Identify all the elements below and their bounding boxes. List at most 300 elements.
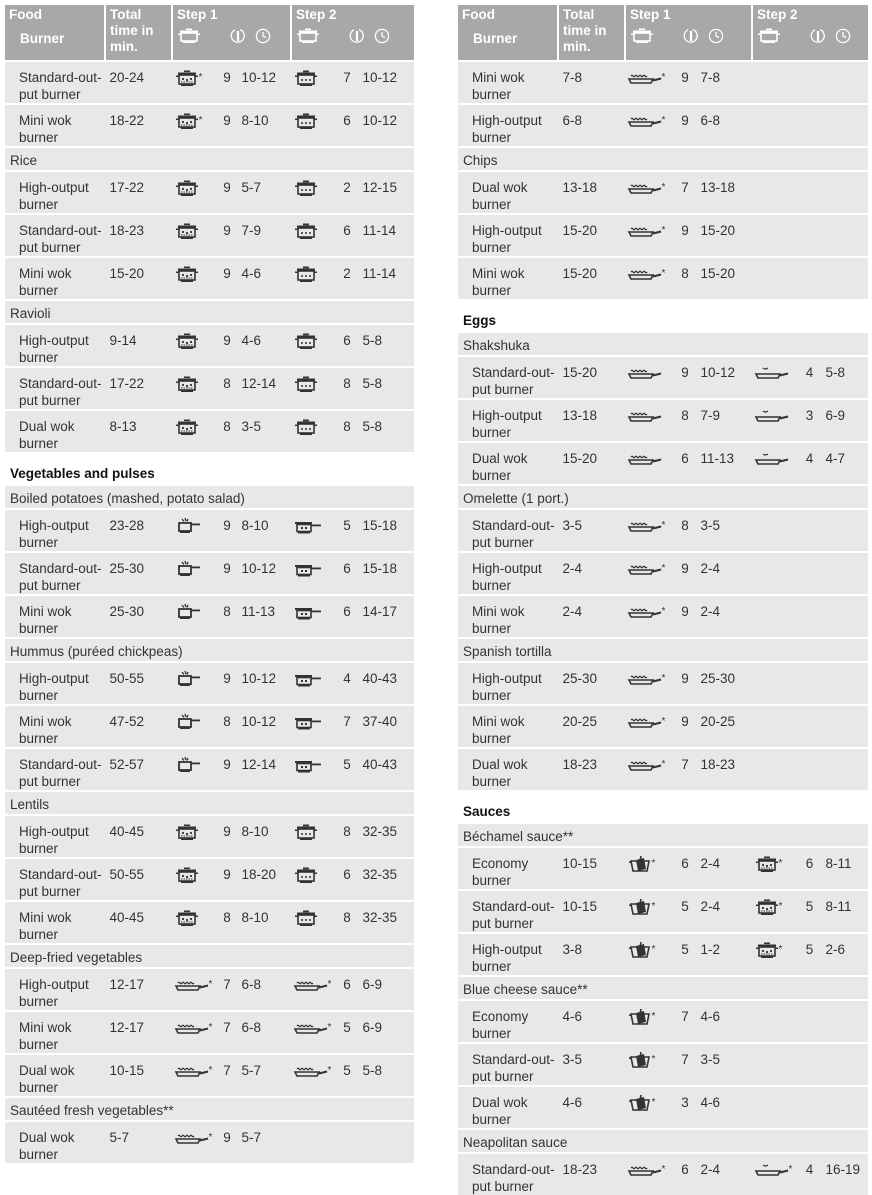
frying-pan-heat-icon bbox=[295, 1020, 327, 1036]
pot-lid-icon bbox=[295, 333, 317, 349]
step1-cookware bbox=[172, 595, 216, 638]
frying-pan-heat-icon bbox=[176, 977, 208, 993]
total-time-cell bbox=[105, 858, 172, 901]
step1-time-cell bbox=[697, 171, 752, 214]
step2-heat-level: 6 bbox=[343, 604, 351, 619]
whisk-pot-icon bbox=[629, 856, 651, 873]
burner-label: Dual wok burner bbox=[472, 451, 528, 483]
step1-time: 18-20 bbox=[241, 867, 277, 882]
frying-pan-heat-icon bbox=[629, 180, 661, 196]
step2-heat-level: 5 bbox=[343, 757, 351, 772]
step2-cookware bbox=[752, 1086, 797, 1129]
step1-level-cell bbox=[216, 214, 238, 257]
step2-time: 5-8 bbox=[362, 333, 383, 348]
table-header bbox=[5, 5, 414, 61]
food-group bbox=[458, 823, 868, 847]
step2-level-cell bbox=[797, 890, 822, 933]
category-label: Sauces bbox=[463, 804, 511, 819]
step2-time-cell bbox=[822, 890, 868, 933]
step1-level-cell bbox=[673, 399, 697, 442]
burner-cell bbox=[5, 61, 105, 104]
step1-time: 7-9 bbox=[241, 223, 262, 238]
header-step1 bbox=[625, 5, 752, 61]
step2-time: 32-35 bbox=[362, 824, 398, 839]
pot-boiling-icon bbox=[176, 70, 198, 86]
burner-cell bbox=[458, 171, 558, 214]
burner-label: Standard-out-put burner bbox=[19, 867, 102, 899]
burner-cell bbox=[458, 748, 558, 791]
step2-time: 4-7 bbox=[825, 451, 846, 466]
step1-cookware bbox=[625, 662, 673, 705]
step1-level-cell bbox=[673, 509, 697, 552]
step1-cookware bbox=[625, 171, 673, 214]
step2-heat-level: 4 bbox=[805, 365, 814, 380]
footnote-star: * bbox=[651, 1054, 656, 1065]
total-time-cell bbox=[105, 705, 172, 748]
burner-label: Mini wok burner bbox=[19, 113, 72, 145]
step1-heat-level: 9 bbox=[223, 824, 231, 839]
step1-level-cell bbox=[216, 901, 238, 944]
step2-level-cell bbox=[797, 61, 822, 104]
food-group-label: Rice bbox=[10, 153, 38, 168]
step1-heat-level: 9 bbox=[681, 70, 689, 85]
footnote-star: * bbox=[661, 115, 666, 126]
total-time: 10-15 bbox=[109, 1063, 145, 1078]
burner-cell bbox=[5, 214, 105, 257]
total-time: 18-22 bbox=[109, 113, 145, 128]
food-group bbox=[458, 1129, 868, 1153]
total-time: 20-25 bbox=[562, 714, 598, 729]
step1-level-cell bbox=[216, 104, 238, 147]
step2-time-cell bbox=[359, 662, 414, 705]
header-step1-icons bbox=[177, 27, 287, 43]
total-time-cell bbox=[558, 662, 625, 705]
step2-time: 32-35 bbox=[362, 867, 398, 882]
step1-time: 4-6 bbox=[700, 1009, 721, 1024]
step1-heat-level: 5 bbox=[681, 899, 689, 914]
burner-cell bbox=[5, 662, 105, 705]
burner-label: Mini wok burner bbox=[472, 266, 525, 298]
food-group-label: Boiled potatoes (mashed, potato salad) bbox=[10, 491, 245, 506]
food-group-label: Chips bbox=[463, 153, 498, 168]
table-row bbox=[5, 61, 414, 104]
step2-time-cell bbox=[822, 214, 868, 257]
total-time: 2-4 bbox=[562, 561, 583, 576]
burner-cell bbox=[5, 705, 105, 748]
table-row bbox=[5, 509, 414, 552]
total-time-cell bbox=[105, 662, 172, 705]
frying-pan-heat-icon bbox=[295, 977, 327, 993]
step1-cookware bbox=[625, 1086, 673, 1129]
category-row bbox=[458, 300, 868, 332]
burner-label: High-output burner bbox=[19, 824, 89, 856]
step2-time: 15-18 bbox=[362, 518, 398, 533]
header-step2-label: Step 2 bbox=[296, 7, 337, 22]
step2-time-cell bbox=[359, 171, 414, 214]
food-group-label: Ravioli bbox=[10, 306, 51, 321]
step2-heat-level: 5 bbox=[805, 942, 814, 957]
total-time: 15-20 bbox=[562, 451, 598, 466]
header-step1-label: Step 1 bbox=[177, 7, 218, 22]
step2-cookware bbox=[291, 595, 335, 638]
food-group-row bbox=[458, 1129, 868, 1153]
table-row bbox=[458, 1086, 868, 1129]
step2-time: 2-6 bbox=[825, 942, 846, 957]
step1-heat-level: 6 bbox=[681, 1162, 689, 1177]
burner-label: Dual wok burner bbox=[472, 757, 528, 789]
step2-time: 8-11 bbox=[825, 899, 852, 914]
total-time: 6-8 bbox=[562, 113, 583, 128]
step2-time-cell bbox=[359, 324, 414, 367]
pot-lid-icon bbox=[295, 910, 317, 926]
footnote-star: * bbox=[661, 673, 666, 684]
step2-level-cell bbox=[335, 214, 359, 257]
step2-time: 12-15 bbox=[362, 180, 398, 195]
burner-cell bbox=[458, 552, 558, 595]
burner-cell bbox=[458, 705, 558, 748]
food-group-row bbox=[458, 332, 868, 356]
step2-cookware bbox=[752, 509, 797, 552]
food-group-row bbox=[5, 485, 414, 509]
step2-time-cell bbox=[822, 705, 868, 748]
whisk-pot-icon bbox=[629, 1009, 651, 1026]
frying-pan-heat-icon bbox=[629, 113, 661, 129]
step2-cookware bbox=[291, 662, 335, 705]
step2-heat-level: 2 bbox=[343, 266, 351, 281]
step1-cookware bbox=[172, 1011, 216, 1054]
total-time-cell bbox=[105, 509, 172, 552]
step2-heat-level: 4 bbox=[343, 671, 351, 686]
total-time-cell bbox=[105, 968, 172, 1011]
step1-cookware bbox=[625, 595, 673, 638]
pot-boiling-icon bbox=[756, 942, 778, 958]
food-group-label: Deep-fried vegetables bbox=[10, 950, 143, 965]
step1-heat-level: 7 bbox=[681, 1009, 689, 1024]
step2-level-cell bbox=[797, 356, 822, 399]
burner-label: Dual wok burner bbox=[19, 1130, 75, 1162]
total-time: 15-20 bbox=[562, 266, 598, 281]
step1-cookware bbox=[172, 901, 216, 944]
step1-cookware bbox=[625, 104, 673, 147]
food-group-label: Neapolitan sauce bbox=[463, 1135, 568, 1150]
step1-time-cell bbox=[697, 552, 752, 595]
food-group-row bbox=[5, 1097, 414, 1121]
step1-time: 20-25 bbox=[700, 714, 736, 729]
burner-cell bbox=[458, 595, 558, 638]
step2-time-cell bbox=[359, 705, 414, 748]
whisk-pot-icon bbox=[629, 1052, 651, 1069]
header-step2-icons bbox=[757, 27, 865, 43]
step2-time-cell bbox=[822, 104, 868, 147]
burner-label: Standard-out-put burner bbox=[19, 223, 102, 255]
step2-cookware bbox=[291, 815, 335, 858]
total-time-cell bbox=[105, 901, 172, 944]
footnote-star: * bbox=[651, 858, 656, 869]
food-group-row bbox=[5, 147, 414, 171]
header-step2-label: Step 2 bbox=[757, 7, 798, 22]
step1-time: 5-7 bbox=[241, 1130, 262, 1145]
step1-time: 11-13 bbox=[700, 451, 735, 466]
whisk-pot-icon bbox=[629, 942, 651, 959]
step2-time-cell bbox=[359, 595, 414, 638]
step1-time-cell bbox=[238, 595, 291, 638]
step1-level-cell bbox=[673, 748, 697, 791]
step2-heat-level: 5 bbox=[805, 899, 814, 914]
pot-boiling-icon bbox=[176, 910, 198, 926]
step2-level-cell bbox=[335, 509, 359, 552]
header-food-burner bbox=[458, 5, 558, 61]
total-time: 17-22 bbox=[109, 180, 145, 195]
pot-boiling-icon bbox=[756, 856, 778, 872]
step2-cookware bbox=[752, 214, 797, 257]
step1-level-cell bbox=[216, 968, 238, 1011]
step1-time: 12-14 bbox=[241, 757, 277, 772]
step2-level-cell bbox=[335, 858, 359, 901]
step1-heat-level: 9 bbox=[681, 113, 689, 128]
food-group bbox=[5, 1097, 414, 1121]
step2-time-cell bbox=[822, 662, 868, 705]
step1-time-cell bbox=[697, 1153, 752, 1195]
step2-time-cell bbox=[822, 257, 868, 300]
burner-cell bbox=[458, 1153, 558, 1195]
step2-time-cell bbox=[359, 858, 414, 901]
step2-level-cell bbox=[797, 1000, 822, 1043]
step2-time-cell bbox=[359, 257, 414, 300]
table-row bbox=[5, 171, 414, 214]
step1-cookware bbox=[625, 890, 673, 933]
step1-heat-level: 6 bbox=[681, 451, 689, 466]
step2-cookware bbox=[291, 104, 335, 147]
total-time-cell bbox=[105, 1121, 172, 1163]
burner-cell bbox=[458, 847, 558, 890]
footnote-star: * bbox=[651, 901, 656, 912]
footnote-star: * bbox=[661, 716, 666, 727]
burner-label: Standard-out-put burner bbox=[472, 1162, 555, 1194]
step2-cookware bbox=[752, 890, 797, 933]
total-time: 15-20 bbox=[562, 223, 598, 238]
table-row bbox=[458, 356, 868, 399]
frying-pan-heat-icon bbox=[176, 1063, 208, 1079]
step1-level-cell bbox=[673, 214, 697, 257]
step2-cookware bbox=[752, 933, 797, 976]
step2-time-cell bbox=[359, 1011, 414, 1054]
step1-time-cell bbox=[238, 410, 291, 453]
burner-label: Standard-out-put burner bbox=[472, 1052, 555, 1084]
food-group-label: Sautéed fresh vegetables** bbox=[10, 1103, 174, 1118]
table-row bbox=[458, 1043, 868, 1086]
burner-cell bbox=[458, 1043, 558, 1086]
step1-level-cell bbox=[216, 748, 238, 791]
pot-boiling-icon bbox=[176, 867, 198, 883]
total-time-cell bbox=[558, 552, 625, 595]
burner-cell bbox=[5, 968, 105, 1011]
burner-cell bbox=[5, 509, 105, 552]
step2-time-cell bbox=[822, 933, 868, 976]
total-time: 3-5 bbox=[562, 1052, 583, 1067]
frying-pan-heat-icon bbox=[176, 1020, 208, 1036]
pot-lid-icon bbox=[295, 223, 317, 239]
step2-time-cell bbox=[359, 104, 414, 147]
step2-heat-level: 6 bbox=[343, 333, 351, 348]
step2-level-cell bbox=[797, 399, 822, 442]
table-row bbox=[458, 662, 868, 705]
pot-boiling-icon bbox=[176, 824, 198, 840]
table-row bbox=[5, 748, 414, 791]
pot-boiling-icon bbox=[176, 376, 198, 392]
burner-label: Economy burner bbox=[472, 856, 529, 888]
total-time: 12-17 bbox=[109, 977, 145, 992]
step1-time: 10-12 bbox=[700, 365, 736, 380]
step1-level-cell bbox=[673, 890, 697, 933]
step2-level-cell bbox=[797, 171, 822, 214]
total-time-cell bbox=[105, 367, 172, 410]
saucepan-lid-icon bbox=[295, 757, 321, 773]
total-time-cell bbox=[558, 104, 625, 147]
step2-level-cell bbox=[797, 595, 822, 638]
saucepan-lid-icon bbox=[295, 604, 321, 620]
step2-level-cell bbox=[335, 367, 359, 410]
saucepan-steam-icon bbox=[176, 671, 200, 687]
step1-time-cell bbox=[238, 968, 291, 1011]
step2-heat-level: 7 bbox=[343, 714, 351, 729]
step2-cookware bbox=[291, 968, 335, 1011]
step1-cookware bbox=[172, 1054, 216, 1097]
cooking-table-right bbox=[458, 5, 868, 1195]
food-group-label: Hummus (puréed chickpeas) bbox=[10, 644, 183, 659]
step1-time-cell bbox=[238, 61, 291, 104]
table-row bbox=[5, 552, 414, 595]
table-row bbox=[458, 933, 868, 976]
step2-time: 5-8 bbox=[362, 376, 383, 391]
burner-label: High-output burner bbox=[19, 518, 89, 550]
step1-heat-level: 9 bbox=[681, 714, 689, 729]
pot-boiling-icon bbox=[176, 333, 198, 349]
step2-time-cell bbox=[822, 61, 868, 104]
footnote-star: * bbox=[327, 979, 332, 990]
food-group-row bbox=[458, 638, 868, 662]
step2-time: 8-11 bbox=[825, 856, 852, 871]
step1-time: 8-10 bbox=[241, 113, 269, 128]
step1-cookware bbox=[625, 509, 673, 552]
total-time: 13-18 bbox=[562, 408, 598, 423]
step1-level-cell bbox=[673, 171, 697, 214]
step1-time-cell bbox=[697, 1000, 752, 1043]
header-total-time: Total time in min. bbox=[558, 5, 625, 61]
footnote-star: * bbox=[788, 1164, 793, 1175]
step2-level-cell bbox=[797, 214, 822, 257]
step2-level-cell bbox=[335, 1054, 359, 1097]
step1-heat-level: 8 bbox=[681, 266, 689, 281]
food-group-label: Blue cheese sauce** bbox=[463, 982, 588, 997]
step1-time-cell bbox=[697, 890, 752, 933]
step1-time: 8-10 bbox=[241, 910, 269, 925]
table-row bbox=[458, 171, 868, 214]
step1-time: 2-4 bbox=[700, 1162, 721, 1177]
step1-time: 10-12 bbox=[241, 671, 277, 686]
burner-cell bbox=[5, 104, 105, 147]
step1-time-cell bbox=[697, 595, 752, 638]
frying-pan-icon bbox=[756, 451, 788, 467]
burner-cell bbox=[5, 257, 105, 300]
step1-level-cell bbox=[216, 595, 238, 638]
burner-cell bbox=[458, 442, 558, 485]
clock-icon bbox=[255, 28, 271, 44]
burner-cell bbox=[458, 214, 558, 257]
step1-time: 10-12 bbox=[241, 561, 277, 576]
pot-lid-icon bbox=[295, 824, 317, 840]
burner-label: High-output burner bbox=[19, 977, 89, 1009]
table-row bbox=[5, 104, 414, 147]
clock-icon bbox=[374, 28, 390, 44]
food-group-label: Spanish tortilla bbox=[463, 644, 552, 659]
step1-time: 2-4 bbox=[700, 561, 721, 576]
step2-time: 11-14 bbox=[362, 266, 397, 281]
pot-outline-icon bbox=[631, 28, 653, 44]
footnote-star: * bbox=[651, 944, 656, 955]
step2-heat-level: 8 bbox=[343, 910, 351, 925]
table-row bbox=[458, 509, 868, 552]
footnote-star: * bbox=[198, 72, 203, 83]
header-total-time: Total time in min. bbox=[105, 5, 172, 61]
food-group-row bbox=[5, 638, 414, 662]
step2-heat-level: 4 bbox=[805, 1162, 814, 1177]
frying-pan-heat-icon bbox=[629, 223, 661, 239]
heat-setting-icon bbox=[230, 28, 246, 44]
step2-cookware bbox=[752, 356, 797, 399]
step2-cookware bbox=[291, 61, 335, 104]
step1-time: 6-8 bbox=[700, 113, 721, 128]
pot-lid-icon bbox=[295, 419, 317, 435]
pot-lid-icon bbox=[295, 180, 317, 196]
header-step1-label: Step 1 bbox=[630, 7, 671, 22]
table-header bbox=[458, 5, 868, 61]
total-time: 18-23 bbox=[562, 1162, 598, 1177]
header-step1 bbox=[172, 5, 291, 61]
step1-level-cell bbox=[673, 356, 697, 399]
frying-pan-heat-icon bbox=[629, 365, 661, 381]
step1-heat-level: 9 bbox=[681, 223, 689, 238]
step1-time: 3-5 bbox=[700, 518, 721, 533]
footnote-star: * bbox=[778, 901, 783, 912]
step1-time-cell bbox=[697, 399, 752, 442]
footnote-star: * bbox=[661, 520, 666, 531]
footnote-star: * bbox=[208, 1022, 213, 1033]
table-row bbox=[458, 1000, 868, 1043]
step1-time: 8-10 bbox=[241, 824, 269, 839]
pot-outline-icon bbox=[178, 28, 200, 44]
heat-setting-icon bbox=[810, 28, 826, 44]
step2-cookware bbox=[752, 442, 797, 485]
step1-cookware bbox=[625, 933, 673, 976]
burner-label: Mini wok burner bbox=[19, 714, 72, 746]
total-time: 47-52 bbox=[109, 714, 145, 729]
total-time-cell bbox=[105, 595, 172, 638]
step1-time: 5-7 bbox=[241, 1063, 262, 1078]
step2-cookware bbox=[752, 171, 797, 214]
category-row bbox=[458, 791, 868, 823]
step1-time-cell bbox=[238, 1011, 291, 1054]
step2-time: 40-43 bbox=[362, 757, 398, 772]
saucepan-steam-icon bbox=[176, 714, 200, 730]
step1-heat-level: 8 bbox=[223, 604, 231, 619]
burner-label: High-output burner bbox=[19, 671, 89, 703]
burner-label: High-output burner bbox=[472, 561, 542, 593]
step2-level-cell bbox=[335, 705, 359, 748]
footnote-star: * bbox=[661, 72, 666, 83]
total-time-cell bbox=[105, 171, 172, 214]
step1-level-cell bbox=[216, 410, 238, 453]
food-group-label: Béchamel sauce** bbox=[463, 829, 574, 844]
